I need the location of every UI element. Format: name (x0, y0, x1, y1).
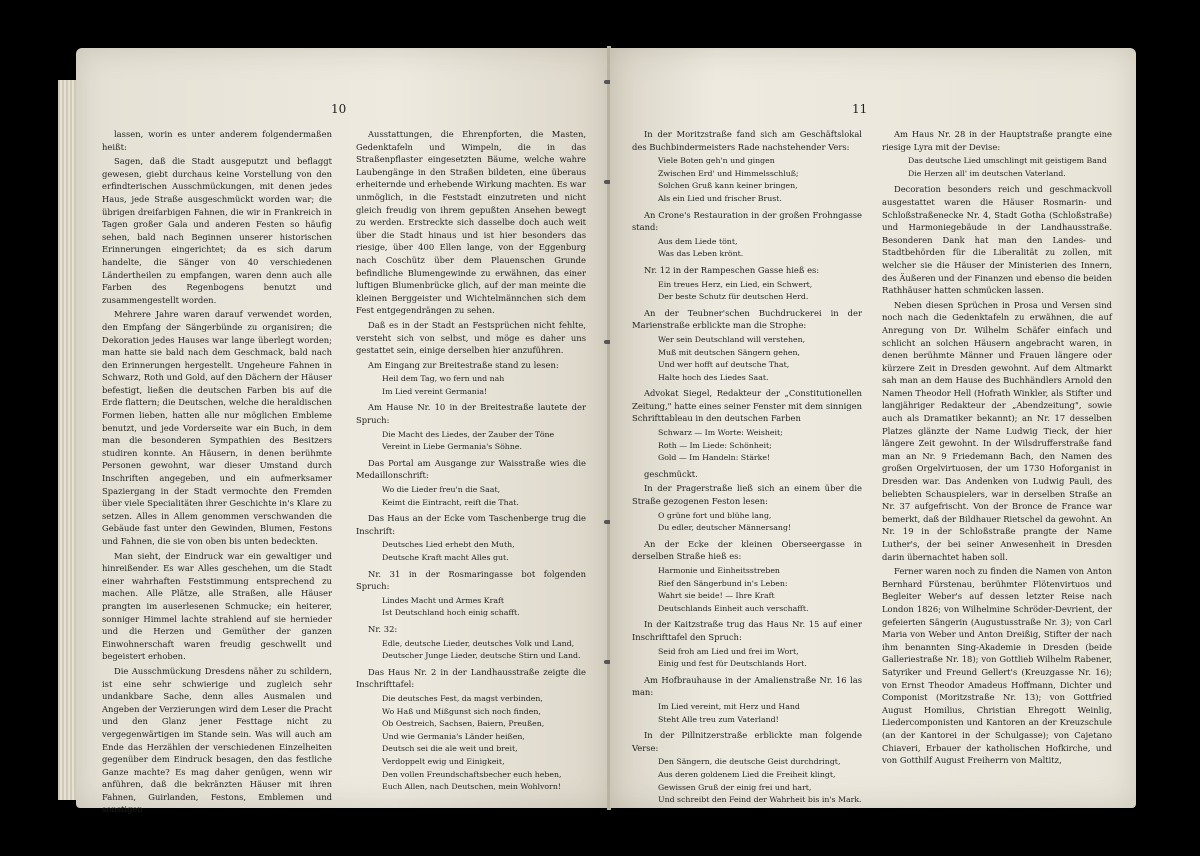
verse-block: Harmonie und Einheitsstreben Rief den Sängerbund in's Leben: Wahrt sie beide! — Ihre Kraft Deutschlands Einheit auch verschafft. (658, 566, 809, 613)
paragraph: Mehrere Jahre waren darauf verwendet worden, den Empfang der Sängerbünde zu organisiren; die Dekoration jedes Hauses war lange überlegt worden; man hatte sie bald nach dem Geschmack, bald nach den Erinnerungen hergestellt. Ungeheure Fahnen in Schwarz, Roth und Gold, auf den Dächern der Häuser befestigt, ließen die deutschen Farben bis auf die Erde flattern; die Deutschen, welche die heraldischen Formen lieben, hatten alle nur möglichen Embleme benutzt, und jede Vorderseite war ein Buch, in dem man die besonderen Sympathien des Besitzers studiren konnte. An Häusern, in denen berühmte Personen gewohnt, war dieser Umstand durch Inschriften angegeben, und ein aufmerksamer Spaziergang in der Stadt vermochte den Fremden über viele Specialitäten ihrer Geschichte in's Klare zu setzen. Alles in Allem genommen verschwanden die Gebäude fast unter den Gewinden, Blumen, Festons und Fahnen, die sie von oben bis unten bedeckten. (102, 309, 332, 546)
page-number-right: 11 (852, 102, 868, 116)
paragraph: Das Portal am Ausgange zur Waisstraße wies die Medaillonschrift: (356, 457, 586, 481)
paragraph: Daß es in der Stadt an Festsprüchen nicht fehlte, versteht sich von selbst, und möge es daher uns gestattet sein, einige derselben hier anzuführen. (356, 319, 586, 356)
verse-block: Aus dem Liede tönt, Was das Leben krönt. (658, 236, 744, 259)
verse-block: Ein treues Herz, ein Lied, ein Schwert, Der beste Schutz für deutschen Herd. (658, 279, 813, 302)
paragraph: Nr. 12 in der Rampeschen Gasse hieß es: (644, 264, 820, 275)
paragraph: Am Hause Nr. 10 in der Breitestraße lautete der Spruch: (356, 402, 586, 426)
paragraph: In der Kaitzstraße trug das Haus Nr. 15 auf einer Inschrifttafel den Spruch: (632, 619, 862, 642)
verse-block: Die Macht des Liedes, der Zauber der Töne Vereint in Liebe Germania's Söhne. (382, 429, 555, 452)
verse-block: Deutsches Lied erhebt den Muth, Deutsche Kraft macht Alles gut. (382, 540, 515, 562)
paragraph: Sagen, daß die Stadt ausgeputzt und beflaggt gewesen, giebt durchaus keine Vorstellung von den erfindterischen Ausschmückungen, mit denen jedes Haus, jede Straße ausgeschmückt worden war; die übrigen dreifarbigen Fahnen, die wir in Frankreich in Tagen großer Gala und anderen Festen so häufig sehen, bald nach Beginnen unserer historischen Erinnerungen eingerichtet; da es sich darum handelte, die Sänger von 40 verschiedenen Ländertheilen zu empfangen, waren denn auch alle Farben des Regenbogens benutzt und zusammengestellt worden. (102, 156, 332, 305)
verse-block: Das deutsche Lied umschlingt mit geistigem Band Die Herzen all' im deutschen Vaterland. (908, 156, 1107, 178)
paragraph: An der Teubner'schen Buchdruckerei in der Marienstraße erblickte man die Strophe: (632, 307, 862, 331)
verse-block: Seid froh am Lied und frei im Wort, Einig und fest für Deutschlands Hort. (658, 646, 807, 669)
paragraph: Am Hofbrauhause in der Amalienstraße Nr. 16 las man: (632, 674, 862, 698)
page-number-left: 10 (331, 102, 347, 116)
verse-block: Wer sein Deutschland will verstehen, Muß mit deutschen Sängern gehen, Und wer hofft auf deutsche That, Halte hoch des Liedes Saat. (658, 334, 806, 382)
verse-block: Lindes Macht und Armes Kraft Ist Deutschland hoch einig schafft. (382, 595, 520, 618)
verse-block: Edle, deutsche Lieder, deutsches Volk und Land, Deutscher Junge Lieder, deutsche Stirn und Land. (382, 638, 581, 661)
paragraph: In der Moritzstraße fand sich am Geschäftslokal des Buchbindermeisters Rade nachstehender Vers: (632, 129, 862, 152)
verse-block: Die deutsches Fest, da magst verbinden, Wo Haß und Mißgunst sich noch finden, Ob Oestreich, Sachsen, Baiern, Preußen, Und wie Germania's Länder heißen, Deutsch sei die ale weit und breit, Verdoppelt ewig und Einigkeit, Den vollen Freundschaftsbecher euch heben, Euch Allen, nach Deutschen, mein Wohlvorn! (382, 693, 562, 792)
right-column-1 (632, 128, 862, 810)
paragraph: Decoration besonders reich und geschmackvoll ausgestattet waren die Häuser Rosmarin- und Schloßstraßenecke Nr. 4, Stadt Gotha (Schloßstraße) und Harmoniegebäude in der Landhausstraße. Besonderen Dank hat man den Landes- und Stadtbehörden für die Liberalität zu zollen, mit welcher sie die Häuser der Ministerien des Innern, des Äußeren und der Finanzen und ebenso die beiden Rathhäuser hatten schmücken lassen. (882, 184, 1112, 296)
paragraph: Nr. 31 in der Rosmaringasse bot folgenden Spruch: (356, 568, 586, 592)
paragraph: An Crone's Restauration in der großen Frohngasse stand: (632, 209, 862, 233)
paragraph: Ferner waren noch zu finden die Namen von Anton Bernhard Fürstenau, berühmter Flötenvirtuos und Begleiter Weber's auf dessen letzter Reise nach London 1826; von Wilhelmine Schröder-Devrient, der gefeierten Sängerin (Augustusstraße Nr. 3); von Carl Maria von Weber und Anton Dreißig, Stifter der nach ihm benannten Sing-Akademie in Dresden (beide Galleriestraße Nr. 18); von Gottlieb Wilhelm Rabener, Satyriker und Freund Gellert's (Kreuzgasse Nr. 16); von Ernst Theodor Amadeus Hoffmann, Dichter und Componist (Moritzstraße Nr. 13); von Gottfried August Homilius, Christian Ehregott Weinlig, Liedercomponisten und Kantoren an der Kreuzschule (an der Kantorei in der Schulgasse); von Cajetano Chiaveri, Erbauer der katholischen Hofkirche, und von Gotthilf August Freiherrn von Maltitz, (882, 566, 1112, 766)
paragraph: In der Pragerstraße ließ sich an einem über die Straße gezogenen Feston lesen: (632, 483, 862, 507)
right-column-2 (882, 128, 1112, 769)
paragraph: Am Eingang zur Breitestraße stand zu lesen: (368, 359, 559, 370)
left-column-1 (102, 128, 332, 818)
paragraph: Das Haus Nr. 2 in der Landhausstraße zeigte die Inschrifttafel: (356, 666, 586, 690)
verse-block: O grüne fort und blühe lang, Du edler, deutscher Männersang! (658, 510, 792, 533)
page-edges (58, 80, 76, 800)
paragraph: Nr. 32: (368, 623, 398, 634)
verse-block: Den Sängern, die deutsche Geist durchdringt, Aus deren goldenem Lied die Freiheit klingt, Gewissen Gruß der einig frei und hart, Und schreibt den Feind der Wahrheit bis in's Mark. (658, 757, 862, 805)
paragraph: Neben diesen Sprüchen in Prosa und Versen sind noch nach die Gedenktafeln zu erwähnen, die auf Anregung von Dr. Wilhelm Schäfer einfach und schlicht an solchen Häusern angebracht waren, in denen berühmte Männer und Frauen längere oder kürzere Zeit in Dresden gewohnt. Auf dem Altmarkt sah man an dem Hause des Buchhändlers Arnold den Namen Theodor Hell (Hofrath Winkler, als Stifter und langjähriger Redakteur der „Abendzeitung", sowie auch als Dramatiker bekannt); an Nr. 17 desselben Platzes glänzte der Name Ludwig Tieck, der hier längere Zeit gewohnt. In der Wilsdrufferstraße fand man an Nr. 9 Friedemann Bach, den Namen des großen Orgelvirtuosen, der um 1730 Hoforganist in Dresden war. Das Andenken von Ludwig Pauli, des beliebten Schauspielers, war in derselben Straße an Nr. 37 aufgefrischt. Von der Bronce de France war bemerkt, daß der Bildhauer Rietschel da gewohnt. An Nr. 19 in der Schloßstraße prangte der Name Luther's, der bei seiner Anwesenheit in Dresden darin übernachtet haben soll. (882, 299, 1112, 562)
left-page (76, 48, 608, 815)
paragraph: Ausstattungen, die Ehrenpforten, die Masten, Gedenktafeln und Wimpeln, die in das Straßenpflaster eingesetzten Bäume, welche wahre Laubengänge in den Straßen bildeten, eine überaus erheiternde und erhebende Wirkung machten. Es war unmöglich, in die Feststadt einzutreten und nicht gleich freudig von ihrem gepußten Ansehen bewegt zu werden. Erstreckte sich dasselbe doch auch weit über die Stadt hinaus und ist hier besonders das riesige, über 400 Ellen lange, von der Eggenburg nach Coschütz über dem Plauenschen Grunde befindliche Blumengewinde zu erwähnen, das einer luftigen Blumenbrücke glich, auf der man meinte die kleinen Berggeister und Wichtelmännchen sich dem Fest entgegendrängen zu sehen. (356, 129, 586, 316)
paragraph: Das Haus an der Ecke vom Taschenberge trug die Inschrift: (356, 513, 586, 536)
verse-block: Wo die Lieder freu'n die Saat, Keimt die Eintracht, reift die That. (382, 485, 519, 507)
paragraph: Advokat Siegel, Redakteur der „Constitutionellen Zeitung," hatte eines seiner Fenster mit dem sinnigen Schrifttableau in den deutschen Farben (632, 388, 862, 424)
paragraph: Die Ausschmückung Dresdens näher zu schildern, ist eine sehr schwierige und zugleich sehr undankbare Sache, denn alles Ausmalen und Angeben der Verzierungen wird dem Leser die Pracht und den Glanz jener Festtage nicht zu vergegenwärtigen im Stande sein. Was will auch am Ende das Herzählen der verschiedenen Einzelheiten gegenüber dem Eindruck besagen, den das festliche Ganze machte? Es mag daher genügen, wenn wir anführen, daß die bekränzten Häuser mit ihren Fahnen, Guirlanden, Festons, Emblemen und sonstigen (102, 665, 332, 815)
paragraph: Man sieht, der Eindruck war ein gewaltiger und hinreißender. Es war Alles geschehen, um die Stadt einer wahrhaften Feststimmung entsprechend zu machen. Alle Plätze, alle Straßen, alle Häuser prangten im auserlesenen Schmucke; ein heiterer, sonniger Himmel lachte strahlend auf sie hernieder und die Herzen und Gemüther der ganzen Einwohnerschaft waren freudig geschwellt und begeistert erhoben. (102, 550, 332, 662)
paragraph: geschmückt. (644, 468, 698, 479)
paragraph: lassen, worin es unter anderem folgendermaßen heißt: (102, 129, 332, 152)
verse-block: Viele Boten geh'n und gingen Zwischen Erd' und Himmelsschluß; Solchen Gruß kann keiner bringen, Als ein Lied und frischer Brust. (658, 156, 799, 203)
left-column-2 (356, 128, 586, 797)
open-book (58, 40, 1146, 815)
paragraph: Am Haus Nr. 28 in der Hauptstraße prangte eine riesige Lyra mit der Devise: (882, 129, 1112, 152)
paragraph: An der Ecke der kleinen Oberseergasse in derselben Straße hieß es: (632, 538, 862, 562)
right-page (610, 48, 1136, 808)
verse-block: Heil dem Tag, wo fern und nah Im Lied vereint Germania! (382, 374, 505, 396)
paragraph: In der Pillnitzerstraße erblickte man folgende Verse: (632, 730, 862, 753)
verse-block: Schwarz — Im Worte: Weisheit; Roth — Im Liede: Schönheit; Gold — Im Handeln: Stärke! (658, 428, 783, 463)
verse-block: Im Lied vereint, mit Herz und Hand Steht Alle treu zum Vaterland! (658, 701, 800, 724)
